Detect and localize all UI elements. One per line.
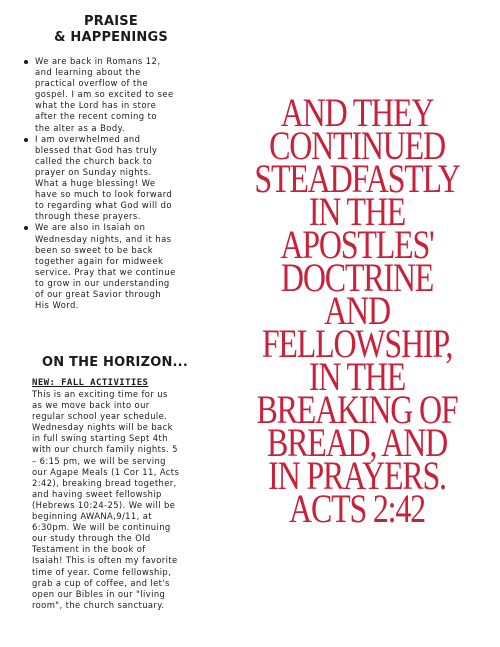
scripture-verse: AND THEY CONTINUED STEADFASTLY IN THE APOSTLES' DOCTRINE AND FELLOWSHIP, IN THE BREAKING OF BREAD, AND IN PRAYERS. ACTS 2:42	[254, 90, 460, 531]
fall-activities-body: This is an exciting time for us as we move back into our regular school year schedule. Wednesday nights will be back in full swing starting Sept 4th with our church family nights. 5 – 6:15 pm, we will be serving our Agape Meals (1 Cor 11, Acts 2:42), breaking bread together, and having sweet fellowship (Hebrews 10:24-25). We will be beginning AWANA,9/11, at 6:30pm. We will be continuing our study through the Old Testament in the book of Isaiah! This is often my favorite time of year. Come fellowship, grab a cup of coffee, and let's open our Bibles in our "living room", the church sanctuary.	[32, 389, 180, 610]
list-item	[22, 56, 217, 134]
praise-list	[22, 56, 217, 311]
list-item	[22, 222, 217, 311]
bullet-icon	[24, 138, 28, 142]
horizon-heading: ON THE HORIZON...	[42, 355, 188, 370]
bullet-icon	[24, 60, 28, 64]
list-item	[22, 134, 217, 223]
praise-section	[22, 14, 217, 311]
list-item-text: I am overwhelmed and blessed that God has truly called the church back to prayer on Sunday nights. What a huge blessing! We have so much to look forward to regarding what God will do through these prayers.	[35, 133, 173, 222]
praise-heading: PRAISE & HAPPENINGS	[54, 14, 168, 45]
list-item-text: We are back in Romans 12, and learning about the practical overflow of the gospel. I am so excited to see what the Lord has in store after the recent coming to the alter as a Body.	[35, 56, 174, 133]
bullet-icon	[24, 226, 28, 230]
fall-activities-subheading: NEW: FALL ACTIVITIES	[32, 378, 149, 388]
list-item-text: We are also in Isaiah on Wednesday nights, and it has been so sweet to be back together again for midweek service. Pray that we continue to grow in our understanding of our great Savior through His Word.	[35, 222, 176, 311]
